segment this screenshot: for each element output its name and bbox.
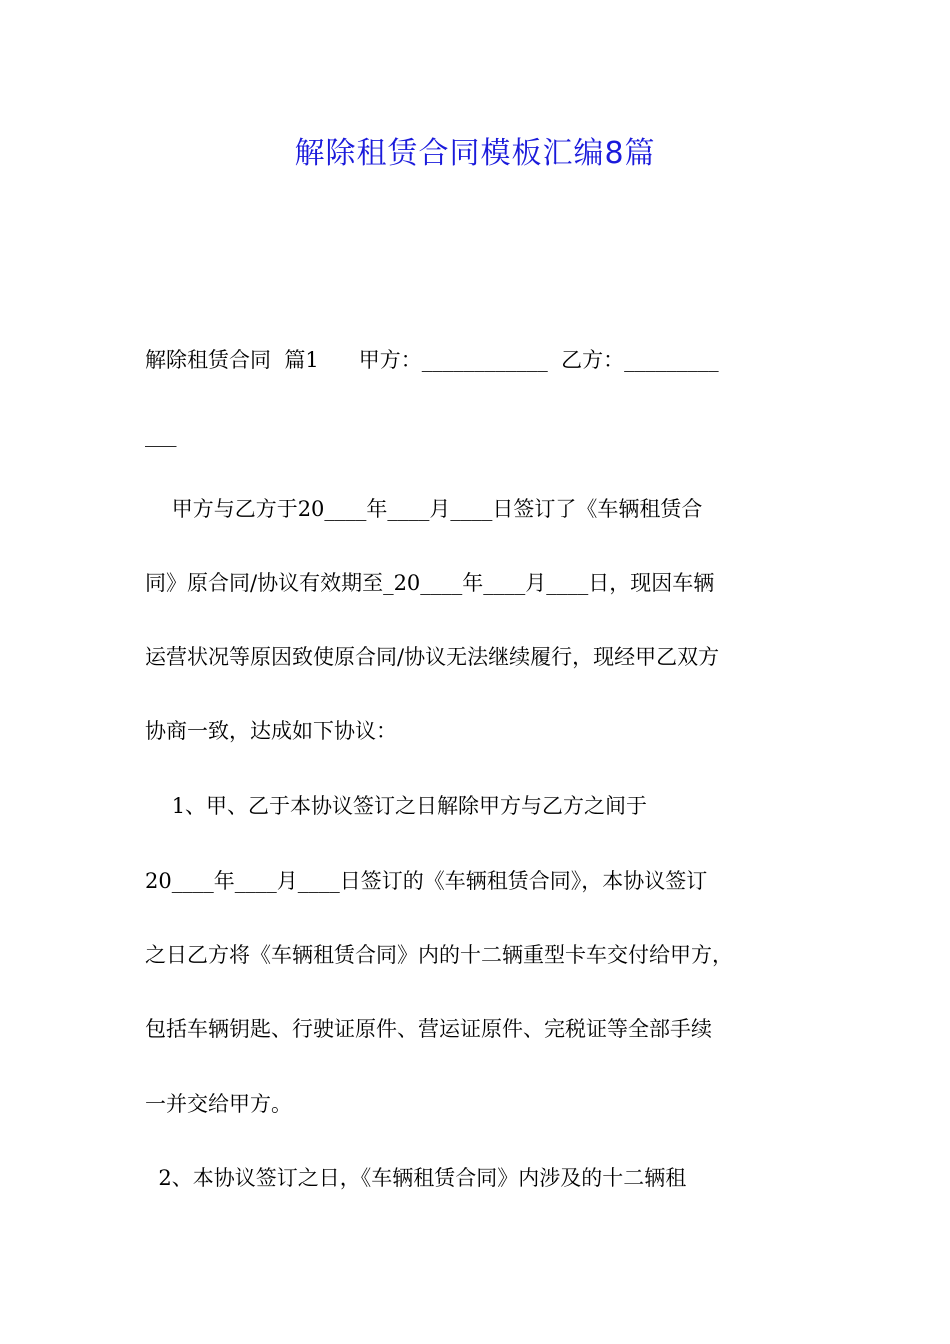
clause-1-line: 一并交给甲方。 [145,1092,292,1116]
paragraph-line: 运营状况等原因致使原合同/协议无法继续履行，现经甲乙双方 [145,645,720,669]
contract-header-continuation: ___ [145,423,177,447]
paragraph-line: 同》原合同/协议有效期至_20____年____月____日，现因车辆 [145,571,715,595]
document-title: 解除租赁合同模板汇编8篇 [294,136,656,171]
paragraph-line: 甲方与乙方于20____年____月____日签订了《车辆租赁合 [145,497,703,521]
contract-header-line: 解除租赁合同 篇1 甲方：____________ 乙方：_________ [145,348,719,372]
clause-1-line: 包括车辆钥匙、行驶证原件、营运证原件、完税证等全部手续 [145,1017,712,1041]
clause-1-line: 之日乙方将《车辆租赁合同》内的十二辆重型卡车交付给甲方， [145,943,733,967]
clause-1-line: 1、甲、乙于本协议签订之日解除甲方与乙方之间于 [145,794,648,818]
clause-1-line: 20____年____月____日签订的《车辆租赁合同》，本协议签订 [145,869,708,893]
paragraph-line: 协商一致，达成如下协议： [145,719,397,743]
clause-2-line: 2、本协议签订之日，《车辆租赁合同》内涉及的十二辆租 [145,1166,687,1190]
